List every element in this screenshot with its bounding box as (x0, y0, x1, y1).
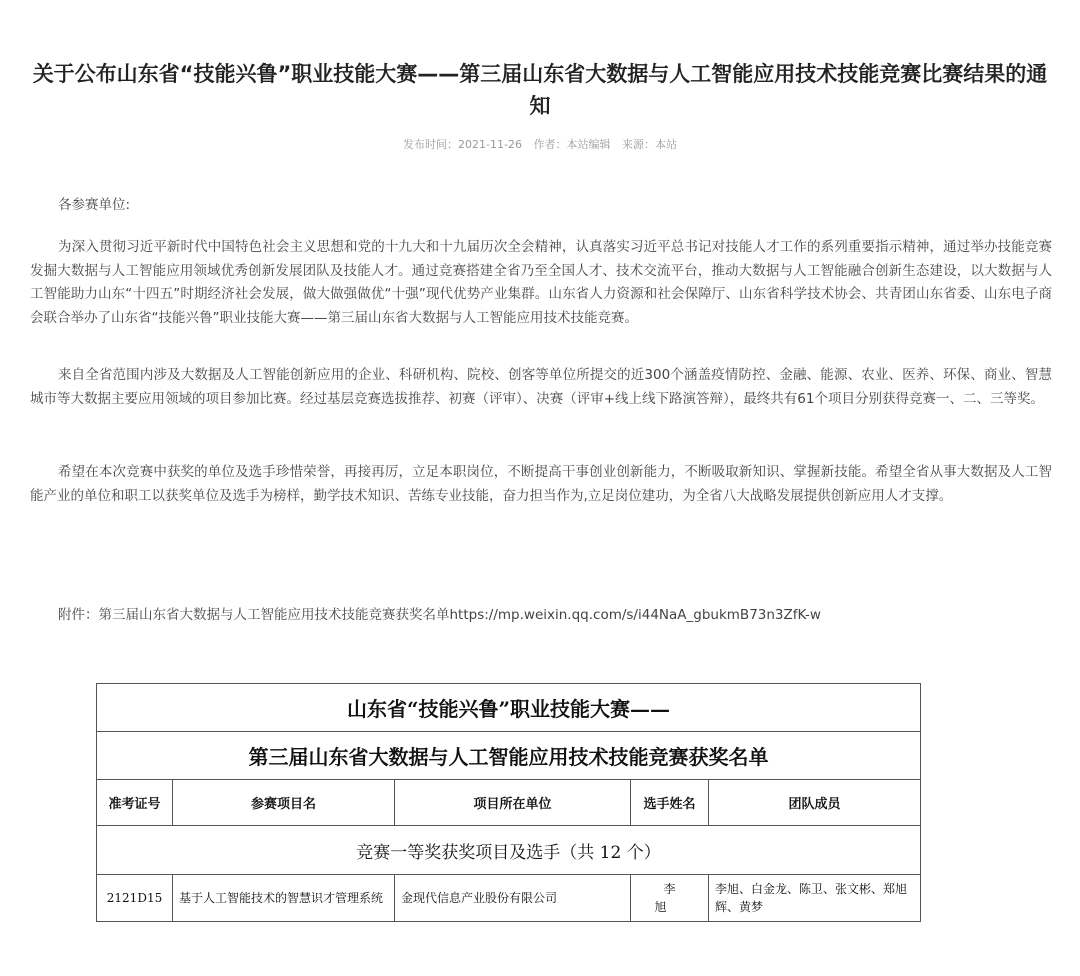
attachment-link[interactable]: 附件：第三届山东省大数据与人工智能应用技术技能竞赛获奖名单https://mp.weixin.qq.com/s/i44NaA_gbukmB73n3ZfK-w (58, 607, 821, 623)
published-date: 2021-11-26 (458, 138, 522, 151)
column-header-team-members: 团队成员 (709, 780, 921, 826)
published-info (403, 138, 522, 151)
cell-unit: 金现代信息产业股份有限公司 (395, 875, 631, 922)
cell-exam-id: 2121D15 (97, 875, 173, 922)
article-meta (0, 138, 1080, 152)
author-label: 作者： (533, 138, 567, 151)
source-label: 来源： (621, 138, 655, 151)
column-header-unit: 项目所在单位 (395, 780, 631, 826)
paragraph-3: 希望在本次竞赛中获奖的单位及选手珍惜荣誉，再接再厉，立足本职岗位，不断提高干事创业创新能力，不断吸取新知识、掌握新技能。希望全省从事大数据及人工智能产业的单位和职工以获奖单位及选手为榜样，勤学技术知识、苦练专业技能，奋力担当作为,立足岗位建功，为全省八大战略发展提供创新应用人才支撑。 (30, 464, 1052, 504)
column-header-exam-id: 准考证号 (97, 780, 173, 826)
salutation: 各参赛单位: (58, 197, 131, 213)
article-title: 关于公布山东省“技能兴鲁”职业技能大赛——第三届山东省大数据与人工智能应用技术技能竞赛比赛结果的通知 (32, 62, 1048, 118)
table-title-line-1: 山东省“技能兴鲁”职业技能大赛—— (97, 684, 921, 732)
paragraph-1: 为深入贯彻习近平新时代中国特色社会主义思想和党的十九大和十九届历次全会精神，认真落实习近平总书记对技能人才工作的系列重要指示精神，通过举办技能竞赛发掘大数据与人工智能应用领域优秀创新发展团队及技能人才。通过竞赛搭建全省乃至全国人才、技术交流平台，推动大数据与人工智能融合创新生态建设，以大数据与人工智能助力山东“十四五”时期经济社会发展，做大做强做优“十强”现代优势产业集群。山东省人力资源和社会保障厅、山东省科学技术协会、共青团山东省委、山东电子商会联合举办了山东省“技能兴鲁”职业技能大赛——第三届山东省大数据与人工智能应用技术技能竞赛。 (30, 239, 1052, 326)
author-info (533, 138, 610, 151)
paragraph-2: 来自全省范围内涉及大数据及人工智能创新应用的企业、科研机构、院校、创客等单位所提交的近300个涵盖疫情防控、金融、能源、农业、医养、环保、商业、智慧城市等大数据主要应用领域的项目参加比赛。经过基层竞赛选拔推荐、初赛（评审）、决赛（评审+线上线下路演答辩），最终共有61个项目分别获得竞赛一、二、三等奖。 (30, 367, 1052, 407)
cell-team-members: 李旭、白金龙、陈卫、张文彬、郑旭辉、黄梦 (709, 875, 921, 922)
cell-player-name: 李旭 (631, 875, 709, 922)
award-list-table (96, 683, 921, 922)
section-first-prize: 竞赛一等奖获奖项目及选手（共 12 个） (97, 826, 921, 875)
published-label: 发布时间： (403, 138, 459, 151)
cell-project-name: 基于人工智能技术的智慧识才管理系统 (173, 875, 395, 922)
author-name: 本站编辑 (566, 138, 611, 151)
source-name: 本站 (654, 138, 677, 151)
column-header-project-name: 参赛项目名 (173, 780, 395, 826)
table-title-line-2: 第三届山东省大数据与人工智能应用技术技能竞赛获奖名单 (97, 732, 921, 780)
table-row (97, 875, 921, 922)
source-info (622, 138, 677, 151)
column-header-player-name: 选手姓名 (631, 780, 709, 826)
table-header-row (97, 780, 921, 826)
